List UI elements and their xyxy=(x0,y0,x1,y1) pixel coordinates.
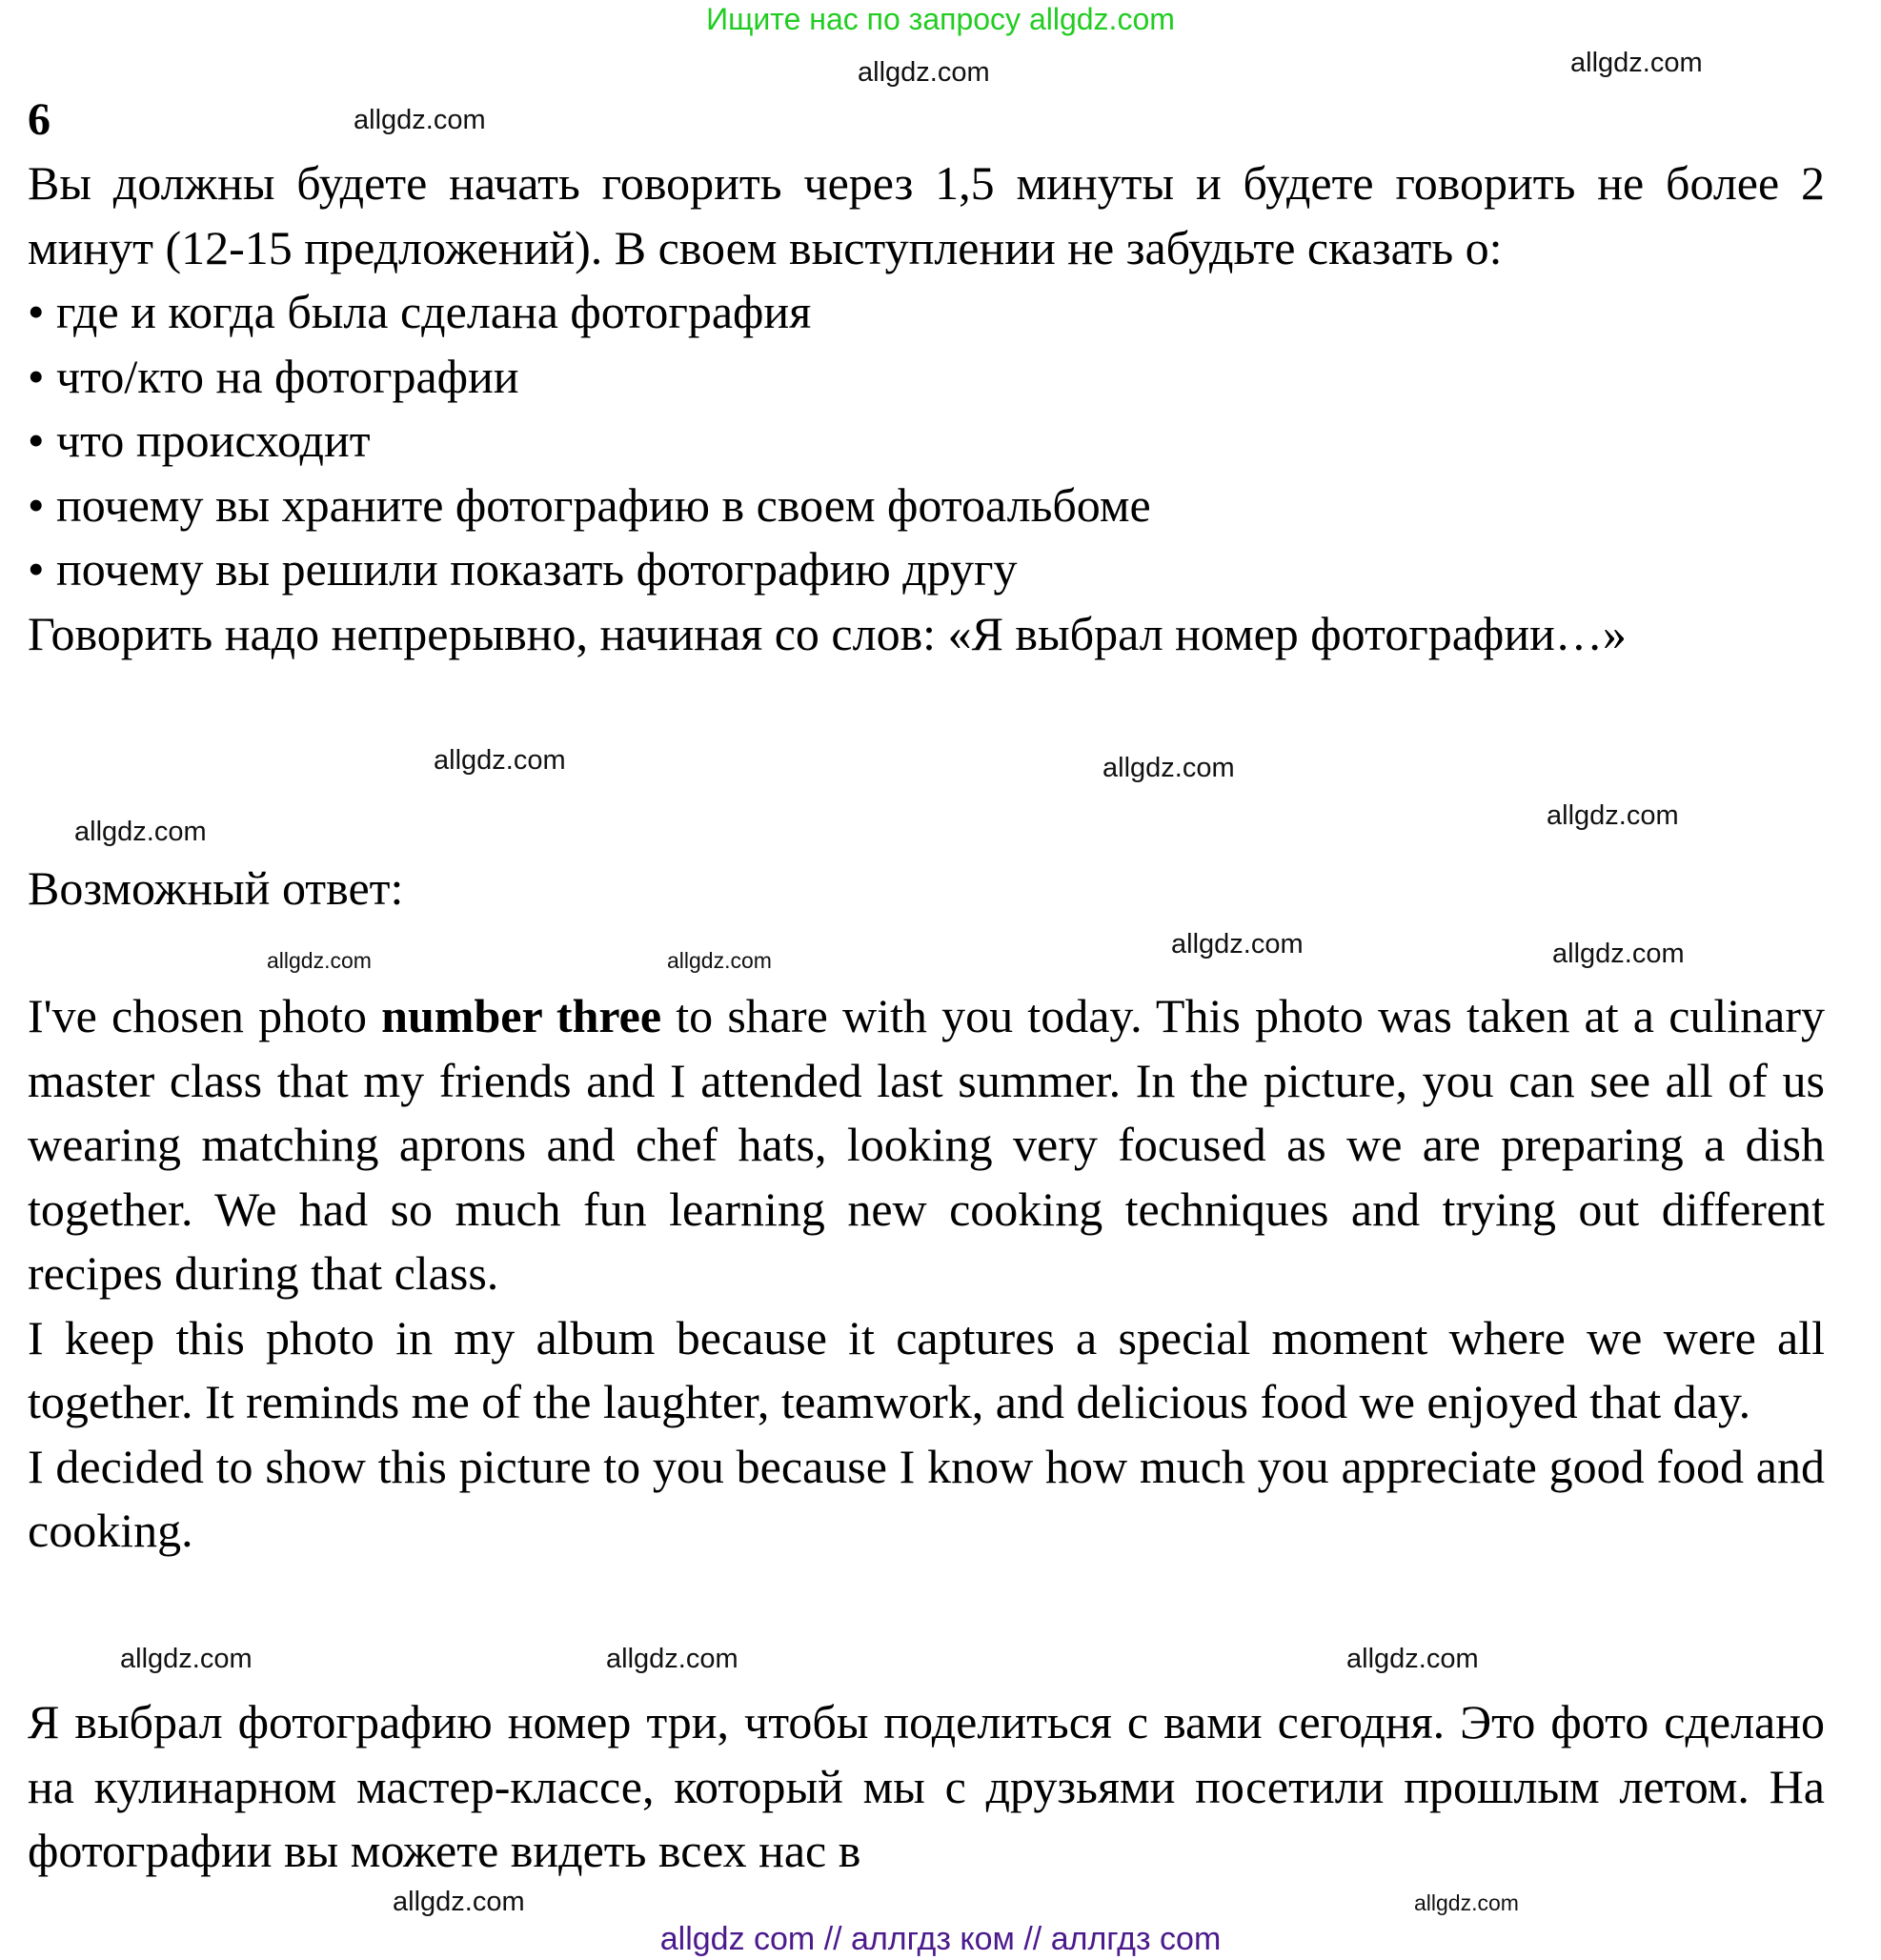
text: to share with you today. This photo was taken at a culinary master class that my friends and I attended last summer. In the picture, you can see all of us wearing matching aprons and chef hats, looking very focused as we are preparing a dish together. We had so much fun learning new cooking techniques and trying out different recipes during that class. xyxy=(28,989,1826,1300)
watermark: allgdz.com xyxy=(393,1887,525,1917)
watermark: allgdz.com xyxy=(354,105,486,135)
watermark: allgdz.com xyxy=(1570,48,1703,78)
bullet-item: • где и когда была сделана фотография xyxy=(28,285,812,338)
watermark: allgdz.com xyxy=(267,948,372,973)
russian-translation xyxy=(28,1690,1825,1884)
watermark: allgdz.com xyxy=(1346,1644,1479,1674)
watermark: allgdz.com xyxy=(1171,929,1304,960)
watermark: allgdz.com xyxy=(667,948,772,973)
text: I've chosen photo xyxy=(28,989,382,1042)
english-paragraph-2: I keep this photo in my album because it captures a special moment where we were all together. It reminds me of the laughter, teamwork, and delicious food we enjoyed that day. xyxy=(28,1310,1825,1428)
watermark: allgdz.com xyxy=(120,1644,253,1674)
bold-text: number three xyxy=(381,989,662,1042)
english-answer xyxy=(28,984,1825,1564)
instructions xyxy=(28,152,1825,666)
search-banner: Ищите нас по запросу allgdz.com xyxy=(706,2,1175,36)
watermark: allgdz.com xyxy=(1414,1890,1519,1915)
instructions-closing: Говорить надо непрерывно, начиная со слов: «Я выбрал номер фотографии…» xyxy=(28,606,1627,660)
answer-label: Возможный ответ: xyxy=(28,861,404,915)
watermark: allgdz.com xyxy=(858,57,990,88)
watermark: allgdz.com xyxy=(434,745,566,776)
bullet-item: • почему вы решили показать фотографию другу xyxy=(28,542,1018,596)
watermark: allgdz.com xyxy=(1552,939,1685,969)
watermark: allgdz.com xyxy=(74,817,207,847)
bullet-item: • почему вы храните фотографию в своем фотоальбоме xyxy=(28,477,1151,532)
watermark: allgdz.com xyxy=(606,1644,738,1674)
english-paragraph-1 xyxy=(28,984,1825,1306)
bullet-item: • что/кто на фотографии xyxy=(28,349,519,403)
task-number: 6 xyxy=(28,94,51,145)
watermark: allgdz.com xyxy=(1547,800,1679,831)
watermark: allgdz.com xyxy=(1102,753,1235,783)
footer-links: allgdz com // аллгдз ком // аллгдз com xyxy=(659,1921,1222,1957)
russian-paragraph: Я выбрал фотографию номер три, чтобы поделиться с вами сегодня. Это фото сделано на кулинарном мастер-классе, который мы с друзьями посетили прошлым летом. На фотографии вы можете видеть всех нас в xyxy=(28,1695,1825,1877)
english-paragraph-3: I decided to show this picture to you because I know how much you appreciate good food and cooking. xyxy=(28,1439,1825,1557)
instructions-intro: Вы должны будете начать говорить через 1,5 минуты и будете говорить не более 2 минут (12-15 предложений). В своем выступлении не забудьте сказать о: xyxy=(28,156,1825,274)
bullet-item: • что происходит xyxy=(28,414,371,467)
